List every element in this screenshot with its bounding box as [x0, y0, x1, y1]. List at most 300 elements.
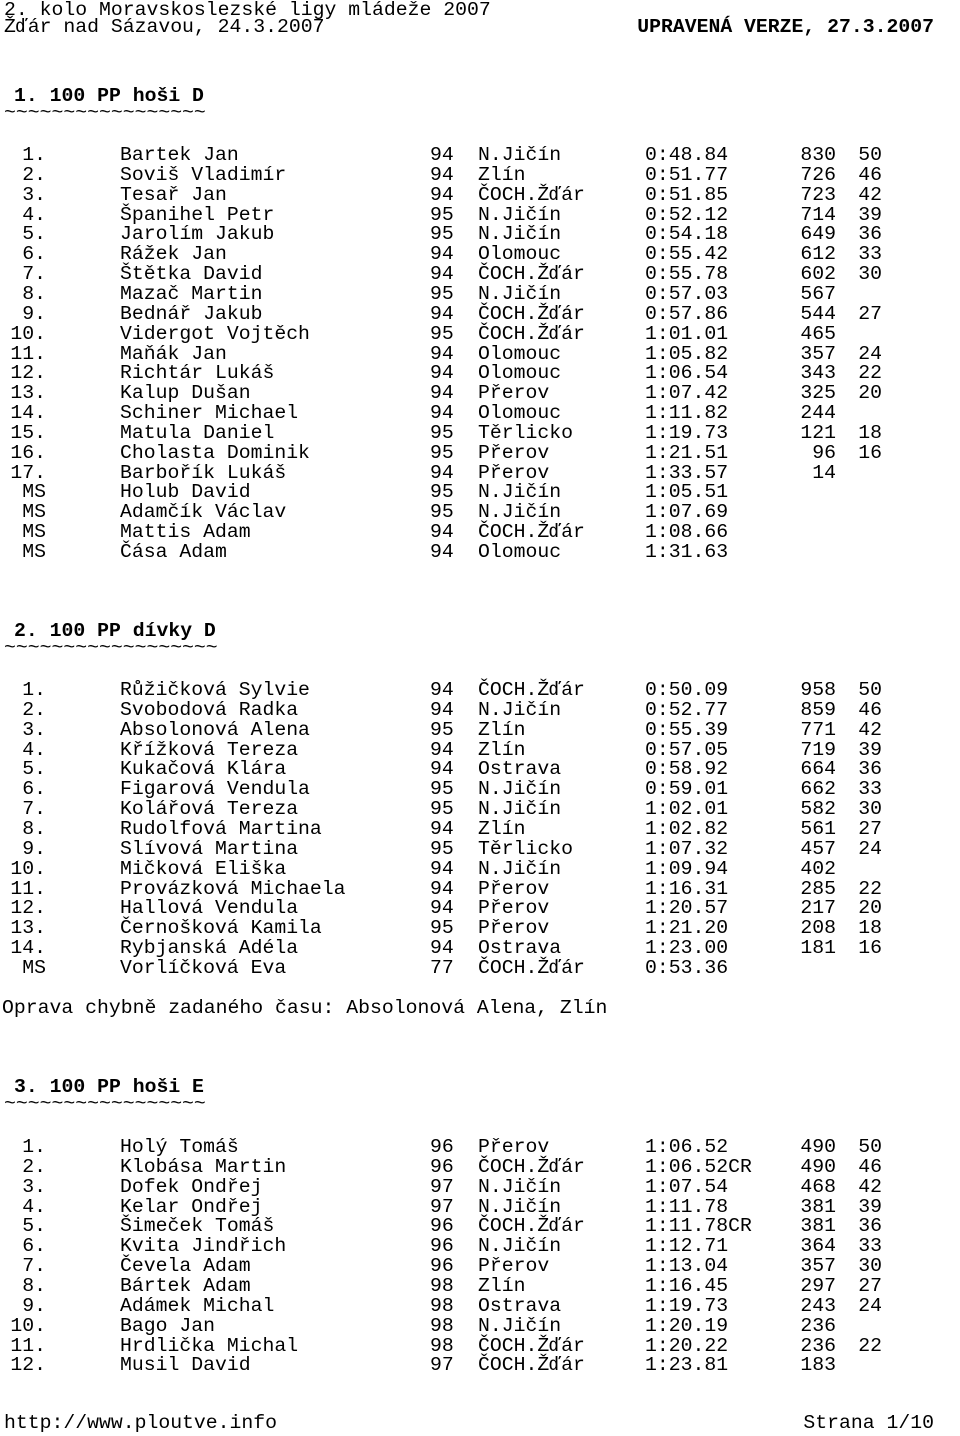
birth-year: 94 [430, 679, 454, 701]
place-points: 20 [858, 897, 882, 919]
fina-points: 243 [800, 1295, 836, 1317]
birth-year: 94 [430, 402, 454, 424]
rank-cell: 8. [22, 818, 46, 840]
club-name: Přerov [478, 442, 550, 464]
swimmer-name: Slívová Martina [120, 838, 299, 860]
club-name: ČOCH.Žďár [478, 957, 585, 979]
rank-cell: MS [22, 541, 46, 563]
swimmer-name: Svobodová Radka [120, 699, 299, 721]
fina-points: 567 [800, 283, 836, 305]
birth-year: 94 [430, 343, 454, 365]
table-row [0, 740, 960, 760]
table-row [0, 363, 960, 383]
birth-year: 97 [430, 1196, 454, 1218]
fina-points: 649 [800, 223, 836, 245]
rank-cell: 6. [22, 243, 46, 265]
place-points: 39 [858, 739, 882, 761]
table-row [0, 720, 960, 740]
swim-time: 1:07.32 [645, 838, 729, 860]
place-points: 20 [858, 382, 882, 404]
swimmer-name: Klobása Martin [120, 1156, 287, 1178]
birth-year: 95 [430, 838, 454, 860]
rank-cell: 9. [22, 838, 46, 860]
birth-year: 94 [430, 263, 454, 285]
swimmer-name: Čevela Adam [120, 1255, 251, 1277]
swimmer-name: Barbořík Lukáš [120, 462, 287, 484]
club-name: Olomouc [478, 402, 562, 424]
table-row [0, 1216, 960, 1236]
place-points: 42 [858, 719, 882, 741]
rank-cell: 12. [10, 897, 46, 919]
rank-cell: 4. [22, 204, 46, 226]
birth-year: 95 [430, 283, 454, 305]
fina-points: 958 [800, 679, 836, 701]
swimmer-name: Šimeček Tomáš [120, 1215, 275, 1237]
event-title: 2. 100 PP dívky D [14, 620, 216, 642]
swimmer-name: Rážek Jan [120, 243, 227, 265]
birth-year: 95 [430, 719, 454, 741]
club-name: ČOCH.Žďár [478, 679, 585, 701]
fina-points: 561 [800, 818, 836, 840]
birth-year: 98 [430, 1295, 454, 1317]
place-points: 22 [858, 878, 882, 900]
club-name: Přerov [478, 1136, 550, 1158]
fina-points: 664 [800, 758, 836, 780]
birth-year: 95 [430, 501, 454, 523]
rank-cell: 8. [22, 283, 46, 305]
fina-points: 381 [800, 1215, 836, 1237]
page-number: Strana 1/10 [803, 1412, 934, 1434]
table-row [0, 542, 960, 562]
club-name: ČOCH.Žďár [478, 303, 585, 325]
swimmer-name: Mattis Adam [120, 521, 251, 543]
rank-cell: MS [22, 501, 46, 523]
swim-time: 1:23.00 [645, 937, 729, 959]
birth-year: 96 [430, 1156, 454, 1178]
fina-points: 402 [800, 858, 836, 880]
swim-time: 0:51.77 [645, 164, 729, 186]
rank-cell: 14. [10, 402, 46, 424]
place-points: 27 [858, 1275, 882, 1297]
event-title-underline: ~~~~~~~~~~~~~~~~~ [4, 102, 206, 124]
table-row [0, 680, 960, 700]
birth-year: 96 [430, 1136, 454, 1158]
table-row [0, 1177, 960, 1197]
place-points: 22 [858, 362, 882, 384]
club-name: ČOCH.Žďár [478, 1215, 585, 1237]
birth-year: 95 [430, 223, 454, 245]
place-points: 46 [858, 164, 882, 186]
birth-year: 94 [430, 462, 454, 484]
fina-points: 183 [800, 1354, 836, 1376]
table-row [0, 284, 960, 304]
place-points: 30 [858, 1255, 882, 1277]
swimmer-name: Holý Tomáš [120, 1136, 239, 1158]
swim-time: 1:01.01 [645, 323, 729, 345]
table-row [0, 918, 960, 938]
swim-time: 0:57.05 [645, 739, 729, 761]
rank-cell: 11. [10, 878, 46, 900]
table-row [0, 205, 960, 225]
place-points: 18 [858, 422, 882, 444]
table-row [0, 482, 960, 502]
table-row [0, 700, 960, 720]
table-row [0, 344, 960, 364]
swimmer-name: Hrdlička Michal [120, 1335, 299, 1357]
swim-time: 0:53.36 [645, 957, 729, 979]
swim-time: 1:11.82 [645, 402, 729, 424]
swimmer-name: Provázková Michaela [120, 878, 346, 900]
fina-points: 859 [800, 699, 836, 721]
fina-points: 325 [800, 382, 836, 404]
birth-year: 77 [430, 957, 454, 979]
swim-time: 1:07.69 [645, 501, 729, 523]
club-name: N.Jičín [478, 778, 562, 800]
rank-cell: 11. [10, 343, 46, 365]
swim-time: 0:50.09 [645, 679, 729, 701]
club-name: Ostrava [478, 937, 562, 959]
swimmer-name: Absolonová Alena [120, 719, 310, 741]
swim-time: 1:06.54 [645, 362, 729, 384]
place-points: 27 [858, 303, 882, 325]
swim-time: 1:02.01 [645, 798, 729, 820]
footer-url-link[interactable]: http://www.ploutve.info [4, 1412, 278, 1434]
club-name: Přerov [478, 462, 550, 484]
birth-year: 98 [430, 1315, 454, 1337]
fina-points: 468 [800, 1176, 836, 1198]
table-row [0, 423, 960, 443]
fina-points: 285 [800, 878, 836, 900]
place-points: 50 [858, 144, 882, 166]
rank-cell: 5. [22, 223, 46, 245]
birth-year: 95 [430, 481, 454, 503]
rank-cell: 2. [22, 699, 46, 721]
table-row [0, 1197, 960, 1217]
swimmer-name: Soviš Vladimír [120, 164, 287, 186]
fina-points: 381 [800, 1196, 836, 1218]
rank-cell: 3. [22, 1176, 46, 1198]
rank-cell: MS [22, 957, 46, 979]
fina-points: 662 [800, 778, 836, 800]
revision-label: UPRAVENÁ VERZE, 27.3.2007 [637, 16, 934, 38]
rank-cell: 1. [22, 679, 46, 701]
birth-year: 95 [430, 422, 454, 444]
birth-year: 94 [430, 303, 454, 325]
swim-time: 0:59.01 [645, 778, 729, 800]
place-points: 24 [858, 343, 882, 365]
table-row [0, 898, 960, 918]
birth-year: 97 [430, 1354, 454, 1376]
swim-time: 0:57.86 [645, 303, 729, 325]
swimmer-name: Bednář Jakub [120, 303, 263, 325]
birth-year: 94 [430, 184, 454, 206]
swim-time: 0:48.84 [645, 144, 729, 166]
fina-points: 357 [800, 1255, 836, 1277]
club-name: Přerov [478, 878, 550, 900]
swimmer-name: Maňák Jan [120, 343, 227, 365]
place-points: 22 [858, 1335, 882, 1357]
swim-time: 1:20.57 [645, 897, 729, 919]
birth-year: 98 [430, 1275, 454, 1297]
swim-time: 1:16.31 [645, 878, 729, 900]
table-row [0, 879, 960, 899]
correction-note: Oprava chybně zadaného času: Absolonová Alena, Zlín [2, 997, 608, 1019]
club-name: N.Jičín [478, 798, 562, 820]
rank-cell: 10. [10, 858, 46, 880]
swim-time: 0:58.92 [645, 758, 729, 780]
birth-year: 94 [430, 541, 454, 563]
fina-points: 714 [800, 204, 836, 226]
rank-cell: 12. [10, 1354, 46, 1376]
birth-year: 96 [430, 1235, 454, 1257]
swim-time: 1:12.71 [645, 1235, 729, 1257]
club-name: Těrlicko [478, 422, 573, 444]
birth-year: 95 [430, 204, 454, 226]
fina-points: 236 [800, 1335, 836, 1357]
club-name: Olomouc [478, 243, 562, 265]
birth-year: 94 [430, 382, 454, 404]
birth-year: 94 [430, 878, 454, 900]
rank-cell: 6. [22, 1235, 46, 1257]
table-row [0, 244, 960, 264]
swimmer-name: Cholasta Dominik [120, 442, 310, 464]
swimmer-name: Holub David [120, 481, 251, 503]
birth-year: 96 [430, 1255, 454, 1277]
rank-cell: 4. [22, 739, 46, 761]
fina-points: 723 [800, 184, 836, 206]
swim-time: 0:51.85 [645, 184, 729, 206]
club-name: Zlín [478, 739, 526, 761]
table-row [0, 1296, 960, 1316]
place-points: 33 [858, 243, 882, 265]
club-name: N.Jičín [478, 699, 562, 721]
swim-time: 1:07.42 [645, 382, 729, 404]
swimmer-name: Štětka David [120, 263, 263, 285]
swim-time: 1:06.52 [645, 1136, 729, 1158]
table-row [0, 1316, 960, 1336]
swimmer-name: Richtár Lukáš [120, 362, 275, 384]
place-points: 16 [858, 937, 882, 959]
place-points: 24 [858, 838, 882, 860]
fina-points: 612 [800, 243, 836, 265]
club-name: N.Jičín [478, 858, 562, 880]
fina-points: 602 [800, 263, 836, 285]
fina-points: 297 [800, 1275, 836, 1297]
swimmer-name: Rybjanská Adéla [120, 937, 299, 959]
rank-cell: 9. [22, 303, 46, 325]
rank-cell: 3. [22, 184, 46, 206]
swimmer-name: Adámek Michal [120, 1295, 275, 1317]
swim-time: 1:05.82 [645, 343, 729, 365]
place-points: 36 [858, 223, 882, 245]
competition-title: 2. kolo Moravskoslezské ligy mládeže 2007 [4, 0, 491, 21]
rank-cell: 5. [22, 758, 46, 780]
swim-time: 0:55.42 [645, 243, 729, 265]
club-name: ČOCH.Žďár [478, 263, 585, 285]
club-name: Přerov [478, 897, 550, 919]
event-title: 3. 100 PP hoši E [14, 1076, 204, 1098]
swimmer-name: Vorlíčková Eva [120, 957, 287, 979]
fina-points: 121 [800, 422, 836, 444]
club-name: N.Jičín [478, 501, 562, 523]
swim-time: 1:23.81 [645, 1354, 729, 1376]
fina-points: 236 [800, 1315, 836, 1337]
place-points: 42 [858, 1176, 882, 1198]
fina-points: 181 [800, 937, 836, 959]
swim-time: 1:13.04 [645, 1255, 729, 1277]
fina-points: 364 [800, 1235, 836, 1257]
table-row [0, 1157, 960, 1177]
fina-points: 490 [800, 1156, 836, 1178]
swim-time: 1:07.54 [645, 1176, 729, 1198]
swim-time: 1:21.51 [645, 442, 729, 464]
swimmer-name: Křížková Tereza [120, 739, 299, 761]
birth-year: 94 [430, 758, 454, 780]
place-points: 36 [858, 758, 882, 780]
club-name: Olomouc [478, 343, 562, 365]
swimmer-name: Růžičková Sylvie [120, 679, 310, 701]
place-points: 33 [858, 778, 882, 800]
rank-cell: 12. [10, 362, 46, 384]
birth-year: 95 [430, 778, 454, 800]
fina-points: 490 [800, 1136, 836, 1158]
place-points: 16 [858, 442, 882, 464]
fina-points: 719 [800, 739, 836, 761]
venue-date: Žďár nad Sázavou, 24.3.2007 [4, 16, 325, 38]
fina-points: 457 [800, 838, 836, 860]
birth-year: 94 [430, 858, 454, 880]
fina-points: 343 [800, 362, 836, 384]
fina-points: 544 [800, 303, 836, 325]
birth-year: 94 [430, 362, 454, 384]
birth-year: 94 [430, 144, 454, 166]
club-name: ČOCH.Žďár [478, 1335, 585, 1357]
birth-year: 94 [430, 243, 454, 265]
table-row [0, 938, 960, 958]
place-points: 24 [858, 1295, 882, 1317]
rank-cell: 4. [22, 1196, 46, 1218]
place-points: 36 [858, 1215, 882, 1237]
swimmer-name: Mičková Eliška [120, 858, 287, 880]
club-name: N.Jičín [478, 1176, 562, 1198]
birth-year: 94 [430, 521, 454, 543]
swimmer-name: Španihel Petr [120, 204, 275, 226]
club-name: ČOCH.Žďár [478, 1354, 585, 1376]
rank-cell: 2. [22, 1156, 46, 1178]
place-points: 39 [858, 204, 882, 226]
place-points: 27 [858, 818, 882, 840]
swimmer-name: Hallová Vendula [120, 897, 299, 919]
swimmer-name: Kolářová Tereza [120, 798, 299, 820]
rank-cell: 16. [10, 442, 46, 464]
rank-cell: 3. [22, 719, 46, 741]
swimmer-name: Musil David [120, 1354, 251, 1376]
club-name: Těrlicko [478, 838, 573, 860]
swim-time: 1:33.57 [645, 462, 729, 484]
table-row [0, 1137, 960, 1157]
fina-points: 244 [800, 402, 836, 424]
swim-time: 0:55.78 [645, 263, 729, 285]
rank-cell: 5. [22, 1215, 46, 1237]
fina-points: 96 [812, 442, 836, 464]
swimmer-name: Schiner Michael [120, 402, 299, 424]
swimmer-name: Kukačová Klára [120, 758, 287, 780]
birth-year: 94 [430, 699, 454, 721]
birth-year: 94 [430, 739, 454, 761]
table-row [0, 145, 960, 165]
club-name: N.Jičín [478, 144, 562, 166]
swim-time: 1:31.63 [645, 541, 729, 563]
fina-points: 830 [800, 144, 836, 166]
club-name: ČOCH.Žďár [478, 521, 585, 543]
club-name: ČOCH.Žďár [478, 1156, 585, 1178]
club-name: Ostrava [478, 1295, 562, 1317]
birth-year: 95 [430, 323, 454, 345]
table-row [0, 839, 960, 859]
swimmer-name: Matula Daniel [120, 422, 275, 444]
event-title-underline: ~~~~~~~~~~~~~~~~~ [4, 1093, 206, 1115]
swim-time: 1:19.73 [645, 1295, 729, 1317]
club-name: Zlín [478, 1275, 526, 1297]
birth-year: 95 [430, 798, 454, 820]
swimmer-name: Bártek Adam [120, 1275, 251, 1297]
table-row [0, 1355, 960, 1375]
rank-cell: 13. [10, 917, 46, 939]
swim-time: 1:21.20 [645, 917, 729, 939]
fina-points: 208 [800, 917, 836, 939]
table-row [0, 463, 960, 483]
place-points: 46 [858, 699, 882, 721]
swim-time: 1:16.45 [645, 1275, 729, 1297]
club-name: N.Jičín [478, 223, 562, 245]
swim-time: 1:20.22 [645, 1335, 729, 1357]
club-name: Olomouc [478, 541, 562, 563]
swimmer-name: Mazač Martin [120, 283, 263, 305]
table-row [0, 324, 960, 344]
swim-time: 1:09.94 [645, 858, 729, 880]
table-row [0, 799, 960, 819]
rank-cell: 10. [10, 323, 46, 345]
birth-year: 97 [430, 1176, 454, 1198]
club-name: Přerov [478, 1255, 550, 1277]
club-name: Zlín [478, 164, 526, 186]
rank-cell: 11. [10, 1335, 46, 1357]
swim-time: 0:52.77 [645, 699, 729, 721]
table-row [0, 859, 960, 879]
fina-points: 14 [812, 462, 836, 484]
birth-year: 96 [430, 1215, 454, 1237]
event-title-underline: ~~~~~~~~~~~~~~~~~~ [4, 637, 218, 659]
swimmer-name: Kalup Dušan [120, 382, 251, 404]
table-row [0, 522, 960, 542]
rank-cell: 7. [22, 1255, 46, 1277]
club-name: Olomouc [478, 362, 562, 384]
birth-year: 95 [430, 442, 454, 464]
table-row [0, 759, 960, 779]
rank-cell: 7. [22, 798, 46, 820]
club-name: Zlín [478, 818, 526, 840]
fina-points: 357 [800, 343, 836, 365]
swim-time: 0:54.18 [645, 223, 729, 245]
birth-year: 94 [430, 818, 454, 840]
rank-cell: 1. [22, 144, 46, 166]
club-name: N.Jičín [478, 1315, 562, 1337]
club-name: N.Jičín [478, 283, 562, 305]
rank-cell: 15. [10, 422, 46, 444]
fina-points: 771 [800, 719, 836, 741]
swim-time: 1:02.82 [645, 818, 729, 840]
swimmer-name: Figarová Vendula [120, 778, 310, 800]
